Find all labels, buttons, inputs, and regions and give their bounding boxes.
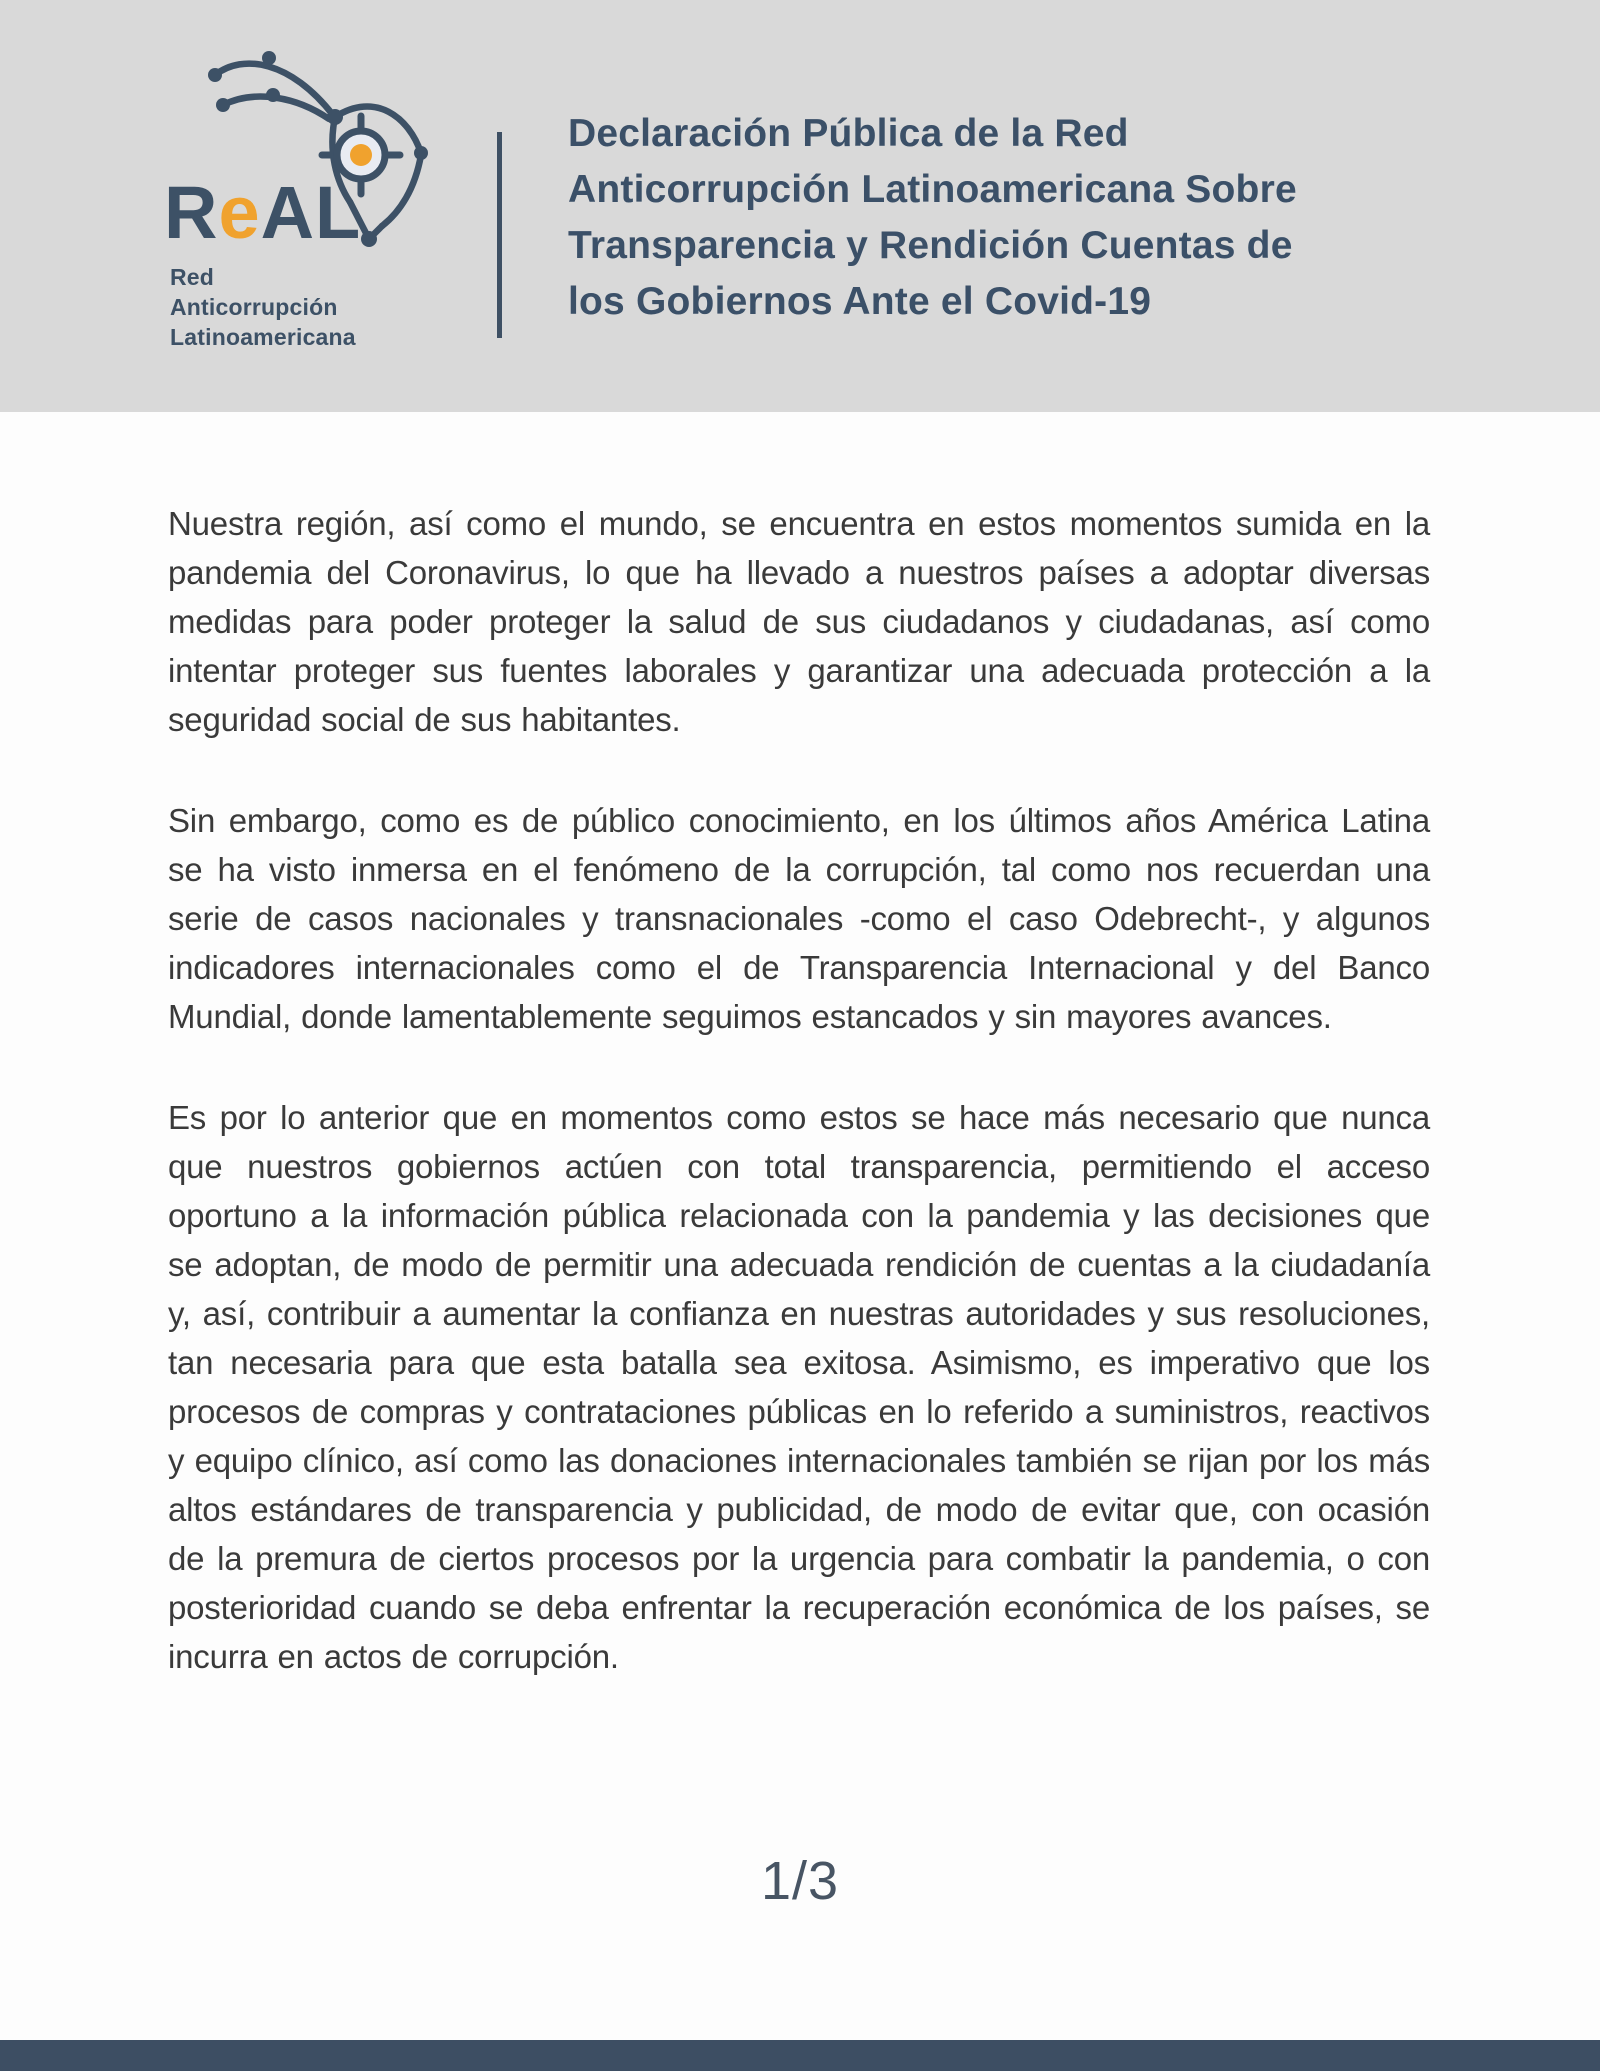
paragraph-2: Sin embargo, como es de público conocimiento, en los últimos años América Latina se ha visto inmersa en el fenómeno de la corrupción, tal como nos recuerdan una serie de casos nacionales y transnacionales -como el caso Odebrecht-, y algunos indicadores internacionales como el de Transparencia Internacional y del Banco Mundial, donde lamentablemente seguimos estancados y sin mayores avances. bbox=[168, 802, 1430, 1035]
document-title bbox=[568, 106, 1297, 330]
title-line: Transparencia y Rendición Cuentas de bbox=[568, 224, 1293, 267]
document-header bbox=[0, 0, 1600, 412]
header-divider bbox=[497, 132, 502, 338]
real-wordmark bbox=[164, 171, 362, 254]
paragraph-3: Es por lo anterior que en momentos como estos se hace más necesario que nunca que nuestros gobiernos actúen con total transparencia, permitiendo el acceso oportuno a la información pública relacionada con la pandemia y las decisiones que se adoptan, de modo de permitir una adecuada rendición de cuentas a la ciudadanía y, así, contribuir a aumentar la confianza en nuestras autoridades y sus resoluciones, tan necesaria para que esta batalla sea exitosa. Asimismo, es imperativo que los procesos de compras y contrataciones públicas en lo referido a suministros, reactivos y equipo clínico, así como las donaciones internacionales también se rijan por los más altos estándares de transparencia y publicidad, de modo de evitar que, con ocasión de la premura de ciertos procesos por la urgencia para combatir la pandemia, o con posterioridad cuando se deba enfrentar la recuperación económica de los países, se incurra en actos de corrupción. bbox=[168, 1099, 1430, 1675]
title-line: Anticorrupción Latinoamericana Sobre bbox=[568, 168, 1297, 211]
org-name-line: Latinoamericana bbox=[170, 324, 356, 350]
wordmark-letter: R bbox=[164, 171, 219, 254]
title-line: Declaración Pública de la Red bbox=[568, 112, 1129, 155]
wordmark-letters: AL bbox=[260, 171, 362, 254]
org-name-line: Anticorrupción bbox=[170, 294, 338, 320]
org-name bbox=[170, 262, 356, 352]
paragraph-1: Nuestra región, así como el mundo, se encuentra en estos momentos sumida en la pandemia del Coronavirus, lo que ha llevado a nuestros países a adoptar diversas medidas para poder proteger la salud de sus ciudadanos y ciudadanas, así como intentar proteger sus fuentes laborales y garantizar una adecuada protección a la seguridad social de sus habitantes. bbox=[168, 505, 1430, 738]
title-line: los Gobiernos Ante el Covid-19 bbox=[568, 280, 1152, 323]
wordmark-accent-letter: e bbox=[218, 171, 261, 254]
org-name-line: Red bbox=[170, 264, 215, 290]
footer-bar bbox=[0, 2040, 1600, 2071]
page-number: 1/3 bbox=[760, 1851, 840, 1911]
document-body bbox=[168, 499, 1430, 1733]
